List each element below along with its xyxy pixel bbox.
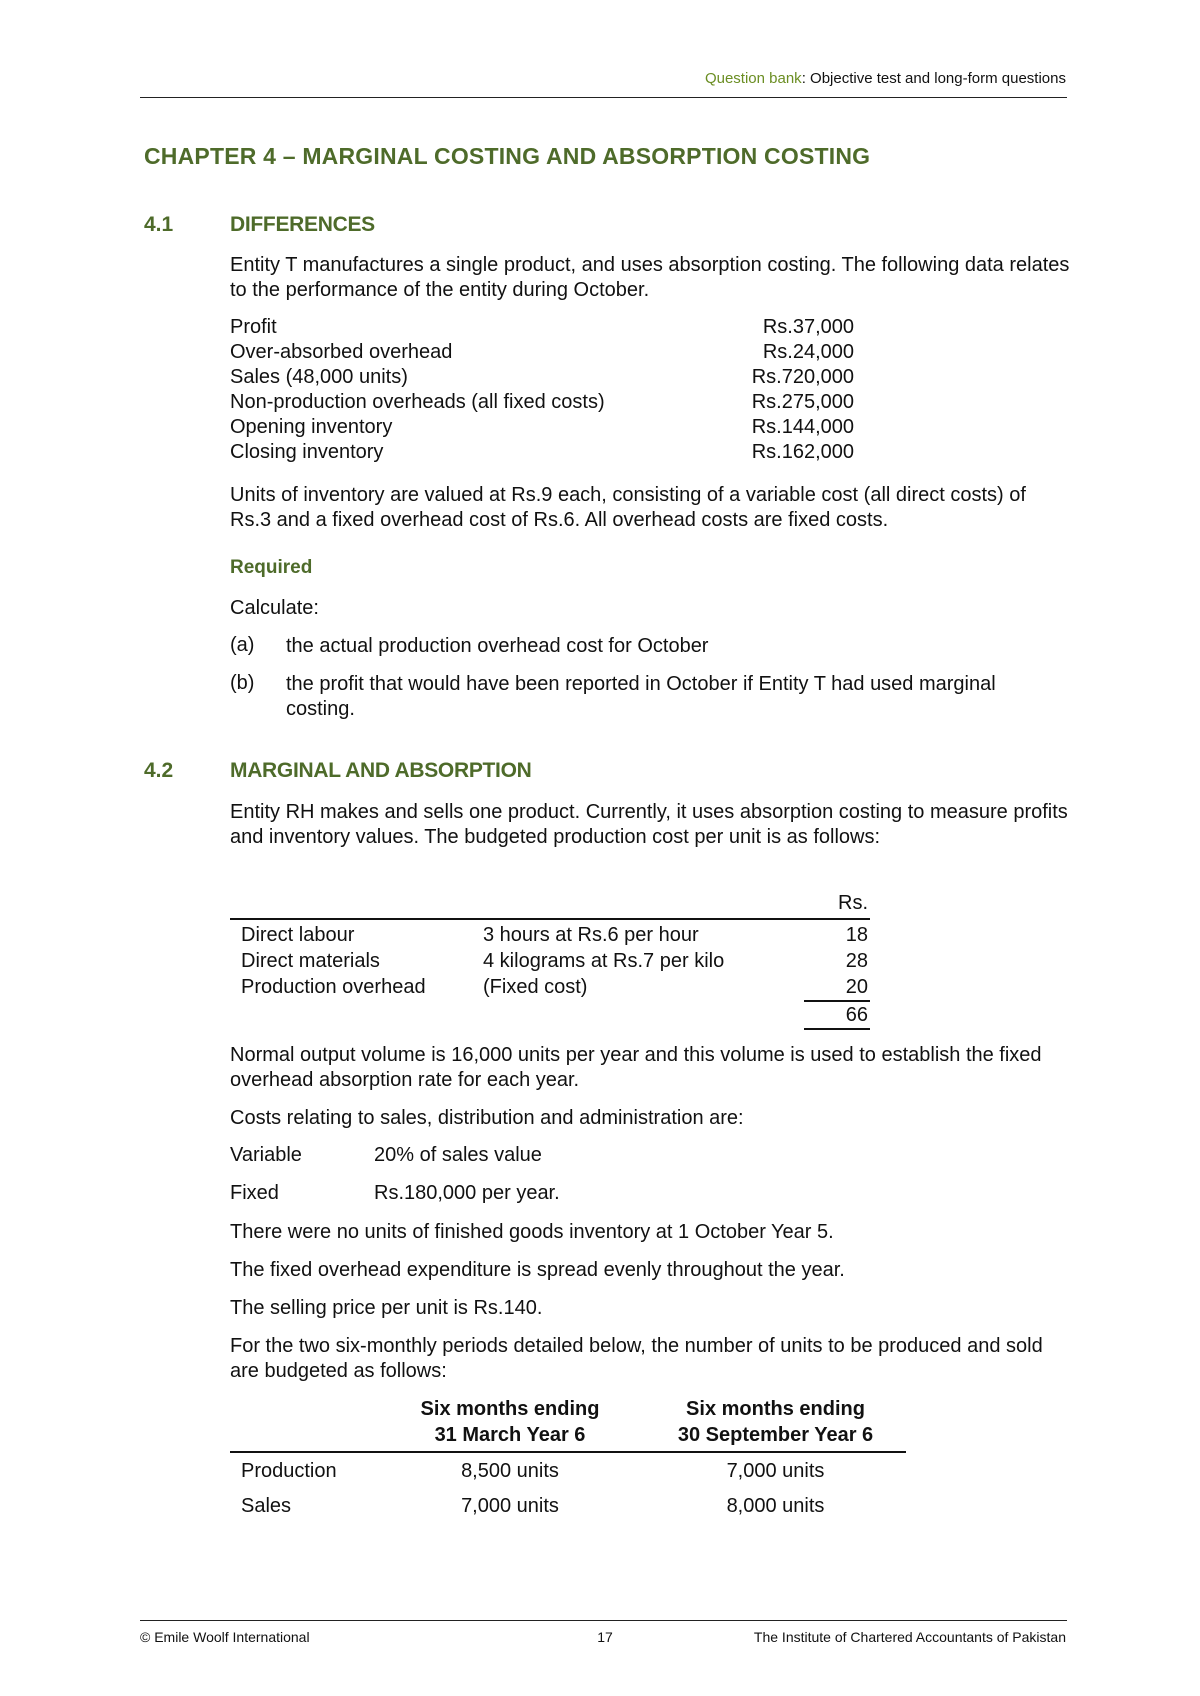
no-inventory-text: There were no units of finished goods inventory at 1 October Year 5.	[230, 1221, 834, 1243]
section-1-note: Units of inventory are valued at Rs.9 each, consisting of a variable cost (all direct costs) of Rs.3 and a fixed overhead cost of Rs.6. All overhead costs are fixed costs.	[230, 484, 1026, 531]
budget-col1-header-line2: 31 March Year 6	[434, 1424, 586, 1446]
budget-row-value: 8,000 units	[726, 1495, 825, 1517]
cost-row-basis: 3 hours at Rs.6 per hour	[483, 924, 699, 946]
data-item-value: Rs.162,000	[751, 441, 854, 463]
footer-rule	[140, 1620, 1067, 1621]
question-letter: (b)	[230, 672, 255, 694]
page-number: 17	[597, 1629, 613, 1645]
data-item-label: Closing inventory	[230, 441, 384, 463]
budget-row-value: 7,000 units	[461, 1495, 559, 1517]
data-item-label: Over-absorbed overhead	[230, 341, 453, 363]
section-1-title: DIFFERENCES	[230, 213, 375, 236]
budget-row-value: 7,000 units	[726, 1460, 825, 1482]
fixed-value: Rs.180,000 per year.	[374, 1182, 560, 1204]
cost-table-currency-header: Rs.	[838, 892, 868, 914]
cost-row-item: Direct materials	[241, 950, 380, 972]
selling-price-text: The selling price per unit is Rs.140.	[230, 1297, 543, 1319]
data-item-value: Rs.24,000	[762, 341, 854, 363]
chapter-title: CHAPTER 4 – MARGINAL COSTING AND ABSORPTION COSTING	[144, 143, 871, 169]
footer-institute: The Institute of Chartered Accountants of Pakistan	[753, 1629, 1066, 1645]
data-item-label: Non-production overheads (all fixed costs)	[230, 391, 605, 413]
budget-col2-header-line2: 30 September Year 6	[677, 1424, 874, 1446]
cost-row-basis: (Fixed cost)	[483, 976, 588, 998]
running-header	[140, 70, 1066, 87]
cost-row-amount: 18	[845, 924, 868, 946]
normal-output-text: Normal output volume is 16,000 units per year and this volume is used to establish the fixed overhead absorption rate for each year.	[230, 1044, 1042, 1091]
cost-table-total: 66	[845, 1004, 868, 1026]
section-1-intro: Entity T manufactures a single product, and uses absorption costing. The following data relates to the performance of the entity during October.	[230, 254, 1070, 301]
data-item-value: Rs.275,000	[751, 391, 854, 413]
question-text: the profit that would have been reported in October if Entity T had used marginal costing.	[286, 673, 996, 720]
data-item-value: Rs.144,000	[751, 416, 854, 438]
section-2-title: MARGINAL AND ABSORPTION	[230, 759, 532, 782]
cost-row-basis: 4 kilograms at Rs.7 per kilo	[483, 950, 725, 972]
section-2-number: 4.2	[144, 759, 174, 782]
question-letter: (a)	[230, 634, 255, 656]
section-2-intro: Entity RH makes and sells one product. Currently, it uses absorption costing to measure profits and inventory values. The budgeted production cost per unit is as follows:	[230, 801, 1068, 848]
cost-table-top-rule	[230, 918, 870, 920]
variable-value: 20% of sales value	[374, 1144, 542, 1166]
budget-table-header-rule	[230, 1451, 906, 1453]
cost-row-item: Production overhead	[241, 976, 426, 998]
budget-col2-header-line1: Six months ending	[686, 1398, 865, 1420]
section-1-number: 4.1	[144, 213, 174, 236]
question-text: the actual production overhead cost for October	[286, 635, 709, 657]
variable-label: Variable	[230, 1144, 302, 1166]
budget-row-label: Sales	[241, 1495, 292, 1517]
budget-row-value: 8,500 units	[461, 1460, 559, 1482]
cost-total-top-rule	[804, 1000, 870, 1002]
header-rule	[140, 97, 1067, 98]
calculate-label: Calculate:	[230, 597, 319, 619]
data-item-value: Rs.720,000	[751, 366, 854, 388]
budget-row-label: Production	[241, 1460, 337, 1482]
data-item-label: Profit	[230, 316, 277, 338]
cost-row-amount: 28	[845, 950, 868, 972]
budget-intro-text: For the two six-monthly periods detailed below, the number of units to be produced and sold are budgeted as follows:	[230, 1335, 1043, 1382]
cost-row-amount: 20	[845, 976, 868, 998]
header-prefix: Question bank	[704, 70, 802, 87]
cost-total-bottom-rule	[804, 1028, 870, 1030]
header-suffix: : Objective test and long-form questions	[801, 70, 1066, 87]
footer-copyright: © Emile Woolf International	[140, 1629, 310, 1645]
data-item-value: Rs.37,000	[762, 316, 854, 338]
required-heading: Required	[230, 557, 313, 578]
budget-col1-header-line1: Six months ending	[420, 1398, 600, 1420]
fixed-label: Fixed	[230, 1182, 279, 1204]
costs-intro-text: Costs relating to sales, distribution and administration are:	[230, 1107, 744, 1129]
data-item-label: Opening inventory	[230, 416, 393, 438]
cost-row-item: Direct labour	[241, 924, 355, 946]
spread-text: The fixed overhead expenditure is spread evenly throughout the year.	[230, 1259, 845, 1281]
data-item-label: Sales (48,000 units)	[230, 366, 408, 388]
